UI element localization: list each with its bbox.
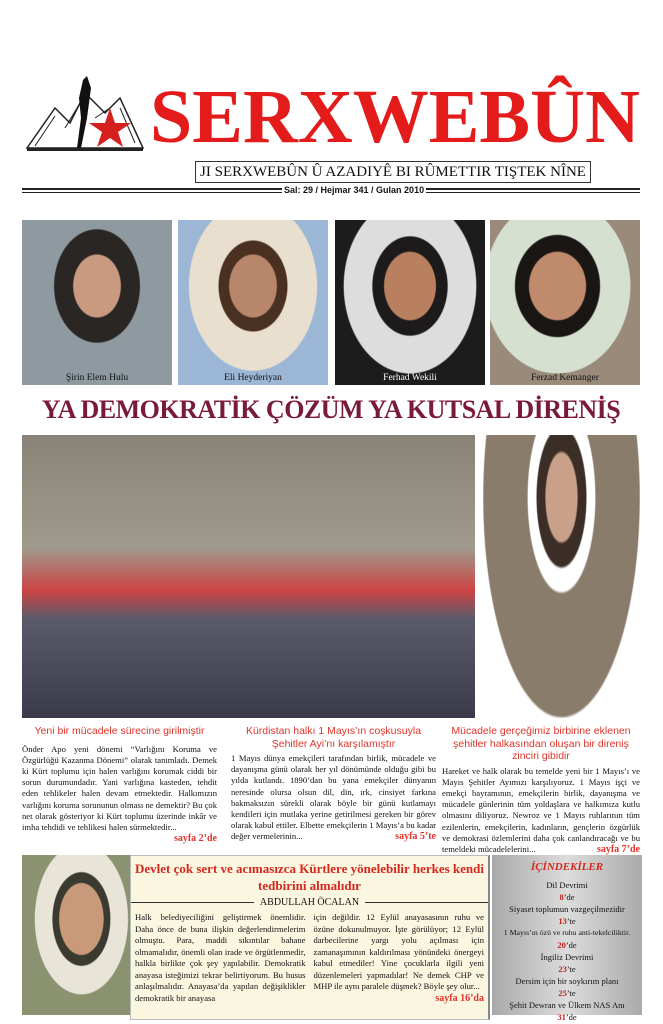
article-body	[442, 766, 640, 856]
page-link[interactable]: sayfa 7’de	[596, 843, 640, 855]
feature-col2	[314, 912, 485, 1004]
article-title: Kürdistan halkı 1 Mayıs’ın coşkusuyla Şehitler Ayi’nı karşılamıştır	[245, 725, 422, 750]
page-link[interactable]: sayfa 16’da	[435, 992, 484, 1004]
contents-item[interactable]: İngiliz Devrimi 23’te	[540, 952, 594, 974]
masthead-title: SERXWEBÛN	[150, 75, 640, 159]
portrait-photo	[178, 220, 328, 385]
contents-item[interactable]: Dersim için bir soykırım planı 25’te	[515, 976, 619, 998]
rally-photo	[22, 435, 475, 718]
contents-item[interactable]: Şehit Dewran ve Ülkem NAS Anı 31’de	[509, 1000, 625, 1022]
article-text: 1 Mayıs dünya emekçileri tarafından birlik, mücadele ve dayanışma günü olarak her yıl dönümünde olduğu gibi bu yılda kutlandı. 1890’dan bu yana emekçiler dünyanın neresinde olursa olsun dil, din, ırk, cinsiyet farkına bakmaksızın sürekli olarak böyle bir günü kutlamayı kendileri için mutlaka yerine getirilmesi gereken bir görev olarak kabul ettiler. Elbette emekçilerin 1 Mayıs’a bu kadar değer vermelerinin...	[231, 753, 436, 842]
contents-title: İÇİNDEKİLER	[530, 861, 604, 873]
logo-icon	[25, 68, 145, 163]
portrait-photo	[22, 220, 172, 385]
article-text: Önder Apo yeni dönemi “Varlığını Koruma ve Özgürlüğü Kazanma Dönemi” olarak tanımladı. Demek ki Kürt toplumu için halen varlığını korumak ciddi bir sorun durumundadır. Yani varlığına kasteden, tehdit eden tehlikeler halen devam etmektedir. Halkımızın varlığını koruma sorununun olması ne demektir? Bu çok net olarak gösteriyor ki Kürt toplumu üzerinde inkâr ve imha tehdidi ve tehlikesi halen sürmektedir...	[22, 743, 217, 832]
article	[22, 725, 217, 844]
table-of-contents	[492, 855, 642, 1022]
feature-col2-text: için değildir. 12 Eylül anayasasının ruhu ve özüne dokunulmuyor. İşte görülüyor; 12 Eylül darbecilerine yargı yolu açılması için zamanaşımının kaldırılması yönündeki önergeyi kabul etmediler! Yine çocuklarla ilgili yeni düzenlemeleri yapmadılar! Ne demek CHP ve MHP ile aynı paralele düşmek? Böyle şey olur...	[313, 912, 484, 991]
issue-info: Sal: 29 / Hejmar 341 / Gulan 2010	[284, 185, 425, 195]
page-link[interactable]: sayfa 2’de	[173, 833, 217, 845]
contents-item[interactable]: 1 Mayıs’ın özü ve ruhu anti-tekelciliktir. 20’de	[503, 928, 631, 950]
byline-text: ABDULLAH ÖCALAN	[259, 897, 360, 908]
feature-article	[130, 855, 490, 1020]
article	[442, 725, 640, 855]
article-title: Yeni bir mücadele sürecine girilmiştir	[34, 725, 205, 737]
portrait-caption: Eli Heyderiyan	[224, 373, 282, 383]
portrait-caption: Ferzad Kemanger	[531, 373, 599, 383]
feature-col1: Halk belediyeciliğini geliştirmek önemlidir. Daha önce de buna ilişkin değerlendirmelerim olmuştu. Para, maddi sıkıntılar bahane olmamalıdır, önemli olan irade ve örgütlenmedir, halkla birlikte çok şey yapılabilir. Demokratik anayasa isteğimizi tekrar belirtiyorum. Bu husus anlaşılmalıdır. Anayasa’da yapılan değişiklikler demokratik bir anayasa	[135, 912, 306, 1003]
masthead-slogan: JI SERXWEBÛN Û AZADIYÊ BI RÛMETTIR TIŞTEK NÎNE	[195, 161, 591, 183]
byline	[131, 897, 488, 908]
article-body	[231, 753, 436, 843]
martyr-photo	[483, 435, 640, 718]
article-body	[22, 743, 217, 845]
portrait-photo	[490, 220, 640, 385]
article-title: Mücadele gerçeğimiz birbirine eklenen şehitler halkasından oluşan bir direniş zinciri gibidir	[451, 725, 631, 762]
page-link[interactable]: sayfa 5’te	[395, 831, 436, 843]
feature-title: Devlet çok sert ve acımasızca Kürtlere yönelebilir herkes kendi tedbirini almalıdır	[134, 861, 484, 893]
portrait-caption: Şirin Elem Hulu	[65, 373, 129, 383]
main-headline: YA DEMOKRATİK ÇÖZÜM YA KUTSAL DİRENİŞ	[41, 395, 621, 424]
contents-item[interactable]: Dil Devrimi 8’de	[546, 880, 588, 902]
dateline	[22, 185, 640, 197]
portrait-photo	[335, 220, 485, 385]
contents-item[interactable]: Siyaset toplumun vazgeçilmezidir 13’te	[509, 904, 625, 926]
article	[231, 725, 436, 843]
portrait-caption: Ferhad Wekili	[383, 373, 437, 383]
ocalan-photo	[22, 855, 130, 1015]
article-text: Hareket ve halk olarak bu temelde yeni bir 1 Mayıs’ı ve Mayıs Şehitler Ayımızı karşılıyoruz. 1 Mayıs işçi ve emekçi bayramının, emekçilerin birlik, dayanışma ve mücadele günlerinin tüm yoldaşlara ve halkımıza kutlu olmasını diliyoruz. Newroz ve 1 Mayıs ruhlarının tüm ezilenlerin, emekçilerin, kadınların, gençlerin özgürlük ve demokrasi özlemlerini daha çok canlandıracağı ve bu temeldeki mücadelelerini...	[442, 765, 640, 854]
